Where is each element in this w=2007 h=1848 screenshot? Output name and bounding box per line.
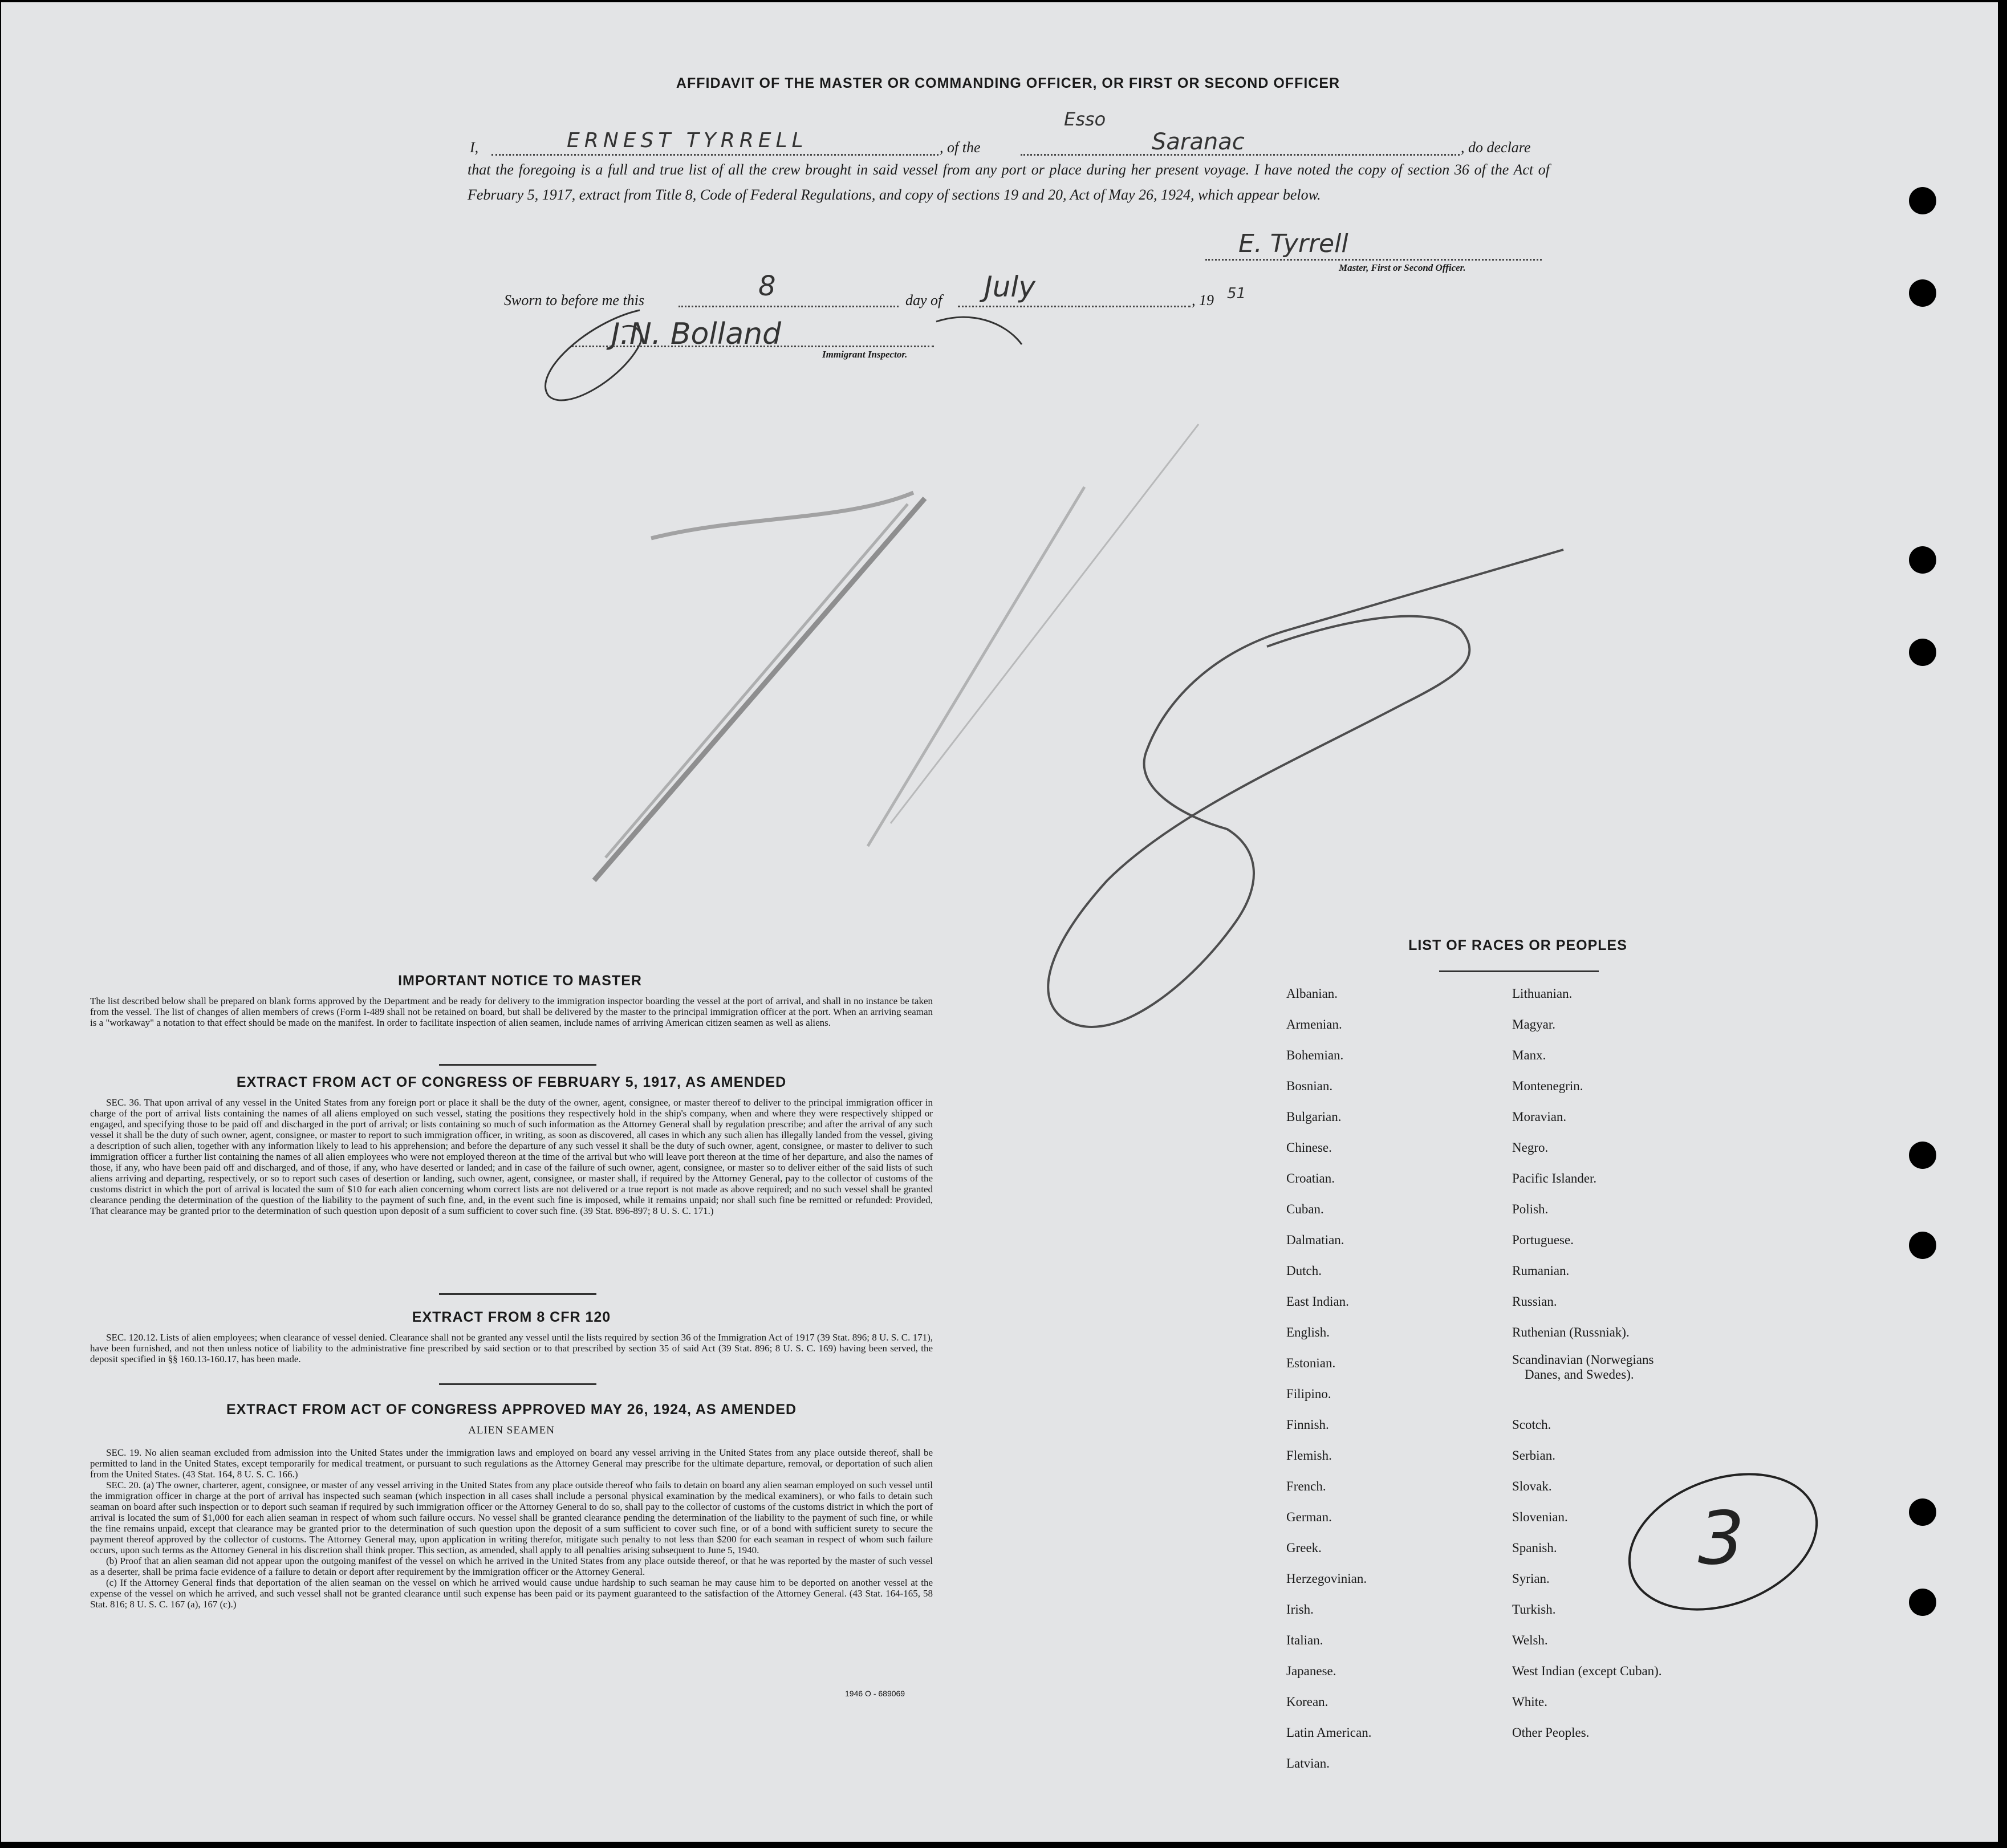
inspector-signature: J.N. Bolland xyxy=(611,317,782,351)
signature-loop xyxy=(546,310,641,400)
race-item: Croatian. xyxy=(1286,1171,1335,1185)
race-item: French. xyxy=(1286,1479,1326,1493)
race-item: East Indian. xyxy=(1286,1294,1349,1309)
race-item: Lithuanian. xyxy=(1512,986,1573,1001)
race-item: Herzegovinian. xyxy=(1286,1571,1367,1586)
race-item: Portuguese. xyxy=(1512,1233,1574,1247)
race-item: Japanese. xyxy=(1286,1664,1336,1678)
extract-1924-subheading: ALIEN SEAMEN xyxy=(468,1424,555,1436)
race-item: Korean. xyxy=(1286,1695,1328,1709)
extract-1917-heading: EXTRACT FROM ACT OF CONGRESS OF FEBRUARY 5, 1917, AS AMENDED xyxy=(236,1074,787,1090)
pencil-stroke xyxy=(651,493,913,538)
day-of-label: day of xyxy=(905,292,942,308)
race-item: Greek. xyxy=(1286,1541,1322,1555)
extract-1924-paragraph: SEC. 19. No alien seaman excluded from admission into the United States under the immigration laws and employed on board any vessel arriving in the United States from any place outside thereof, shall be permitted to land in the United States, except temporarily for medical treatment, or pursuant to such regulations as the Attorney General may prescribe for the ultimate departure, removal, or deportation of such alien from the United States. (43 Stat. 164, 8 U. S. C. 166.) xyxy=(90,1447,933,1480)
pencil-stroke xyxy=(891,424,1198,823)
race-item: Estonian. xyxy=(1286,1356,1336,1370)
extract-1924-body xyxy=(90,1447,933,1610)
race-item: Turkish. xyxy=(1512,1602,1556,1617)
race-item: English. xyxy=(1286,1325,1330,1339)
race-item: Danes, and Swedes). xyxy=(1525,1367,1634,1382)
race-item: Dalmatian. xyxy=(1286,1233,1344,1247)
race-item: Bulgarian. xyxy=(1286,1110,1342,1124)
race-item: Magyar. xyxy=(1512,1017,1556,1031)
race-item: German. xyxy=(1286,1510,1332,1524)
race-item: Irish. xyxy=(1286,1602,1314,1617)
race-item: Montenegrin. xyxy=(1512,1079,1583,1093)
extract-1924-paragraph: SEC. 20. (a) The owner, charterer, agent, consignee, or master of any vessel arriving in the United States from any place outside thereof who fails to detain on board any alien seaman employed on such vessel until the immigration officer in charge at the port of arrival has inspected such seaman (which inspection in all cases shall include a personal physical examination by the medical examiners), or who fails to detain such seaman on board after such inspection or to deport such seaman if required by such immigration officer or the Attorney General to do so, shall pay to the collector of customs of the customs district in which the port of arrival is located the sum of $1,000 for each alien seaman in respect of whom such failure occurs. No vessel shall be granted clearance pending the determination of the liability to the payment of such fine, or while the fine remains unpaid, except that clearance may be granted prior to the determination of such question upon the deposit of a sum sufficient to cover such fine, or of a bond with sufficient surety to secure the payment thereof approved by the collector of customs. The Attorney General may, upon application in writing therefor, mitigate such penalty to not less than $200 for each seaman in respect of whom such failure occurs, upon such terms as the Attorney General in his discretion shall think proper. This section, as amended, shall apply to all penalties arising subsequent to June 5, 1940. xyxy=(90,1480,933,1555)
section-divider xyxy=(1439,970,1599,972)
vessel-prefix: Esso xyxy=(1064,108,1106,130)
do-declare-label: , do declare xyxy=(1461,139,1531,156)
pencil-stroke xyxy=(868,487,1084,846)
race-item: Welsh. xyxy=(1512,1633,1548,1647)
extract-cfr-heading: EXTRACT FROM 8 CFR 120 xyxy=(412,1309,611,1325)
of-the-label: , of the xyxy=(940,139,981,156)
master-name: ERNEST TYRRELL xyxy=(567,129,808,152)
year-prefix: , 19 xyxy=(1192,292,1214,308)
race-item: Moravian. xyxy=(1512,1110,1567,1124)
affidavit-heading: AFFIDAVIT OF THE MASTER OR COMMANDING OFFICER, OR FIRST OR SECOND OFFICER xyxy=(676,75,1340,91)
race-item: West Indian (except Cuban). xyxy=(1512,1664,1662,1678)
vessel-name: Saranac xyxy=(1152,129,1245,155)
extract-1924-heading: EXTRACT FROM ACT OF CONGRESS APPROVED MAY 26, 1924, AS AMENDED xyxy=(226,1402,797,1418)
race-item: Dutch. xyxy=(1286,1264,1322,1278)
race-item: Chinese. xyxy=(1286,1140,1332,1155)
notice-heading: IMPORTANT NOTICE TO MASTER xyxy=(398,973,642,989)
circled-number: 3 xyxy=(1698,1496,1745,1581)
race-item: Russian. xyxy=(1512,1294,1557,1309)
signature-loop xyxy=(936,317,1022,344)
extract-1917-text: SEC. 36. That upon arrival of any vessel in the United States from any foreign port or place it shall be the duty of the owner, agent, consignee, or master thereof to deliver to the principal immigration officer in charge of the port of arrival lists containing the names of all aliens employed on such vessel, stating the positions they respectively hold in the ship's company, when and where they were respectively shipped or engaged, and specifying those to be paid off and discharged in the port of arrival; or lists containing so much of such information as the Attorney General shall by regulation prescribe; and after the arrival of any such vessel it shall be the duty of such owner, agent, consignee, or master to report to such immigration officer, in writing, as soon as discovered, all cases in which any such alien has illegally landed from the vessel, giving a description of such alien, together with any information likely to lead to his apprehension; and before the departure of any such vessel it shall be the duty of such owner, agent, consignee, or master to deliver to such immigration officer a further list containing the names of all alien employees who were not employed thereon at the time of the arrival but who will leave port thereon at the time of her departure, and also the names of those, if any, who have been paid off and discharged, and of those, if any, who have deserted or landed; and in case of the failure of such owner, agent, consignee, or master so to deliver either of the said lists of such aliens arriving and departing, respectively, or so to report such cases of desertion or landing, such owner, agent, consignee, or master shall, if required by the Attorney General, pay to the collector of customs of the customs district in which the port of arrival is located the sum of $10 for each alien concerning whom correct lists are not delivered or a true report is not made as above required; and no such vessel shall be granted clearance pending the determination of the question of the liability to the payment of such fine, and, in the event such fine is imposed, while it remains unpaid; nor shall such fine be remitted or refunded: Provided, That clearance may be granted prior to the determination of such question upon deposit of a sum sufficient to cover such fine. (39 Stat. 896-897; 8 U. S. C. 171.) xyxy=(90,1097,933,1216)
race-item: Latvian. xyxy=(1286,1756,1330,1770)
print-code: 1946 O - 689069 xyxy=(845,1689,905,1698)
race-item: Slovak. xyxy=(1512,1479,1552,1493)
sworn-month: July xyxy=(984,270,1035,303)
race-item: Ruthenian (Russniak). xyxy=(1512,1325,1630,1339)
affidavit-body: that the foregoing is a full and true list of all the crew brought in said vessel from any port or place during her present voyage. I have noted the copy of section 36 of the Act of February 5, 1917, extract from Title 8, Code of Federal Regulations, and copy of sections 19 and 20, Act of May 26, 1924, which appear below. xyxy=(468,161,1550,203)
year-suffix: 51 xyxy=(1227,285,1246,302)
race-item: Bosnian. xyxy=(1286,1079,1333,1093)
race-item: Pacific Islander. xyxy=(1512,1171,1597,1185)
race-item: Cuban. xyxy=(1286,1202,1324,1216)
notice-text: The list described below shall be prepared on blank forms approved by the Department and be ready for delivery to the immigration inspector boarding the vessel at the port of arrival, and shall in no instance be taken from the vessel. The list of changes of alien members of crews (Form I-489 shall not be retained on board, but shall be delivered by the master to the principal immigration officer at the port. When an arriving seaman is a "workaway" a notation to that effect should be made on the manifest. In order to facilitate inspection of alien seamen, include names of arriving American citizen seamen as well as aliens. xyxy=(90,996,933,1028)
race-item: Polish. xyxy=(1512,1202,1549,1216)
section-divider xyxy=(439,1383,596,1385)
pencil-stroke xyxy=(606,504,908,858)
race-item: Flemish. xyxy=(1286,1448,1332,1463)
race-item: Syrian. xyxy=(1512,1571,1550,1586)
extract-1924-paragraph: (b) Proof that an alien seaman did not appear upon the outgoing manifest of the vessel on which he arrived in the United States from any place outside thereof, or that he was reported by the master of such vessel as a deserter, shall be prima facie evidence of a failure to detain or deport after requirement by the immigration officer or the Attorney General. xyxy=(90,1555,933,1577)
race-item: Spanish. xyxy=(1512,1541,1557,1555)
affidavit-i: I, xyxy=(470,139,479,156)
race-item: Bohemian. xyxy=(1286,1048,1344,1062)
race-item: Italian. xyxy=(1286,1633,1323,1647)
extract-cfr-text: SEC. 120.12. Lists of alien employees; when clearance of vessel denied. Clearance shall not be granted any vessel until the lists required by section 36 of the Immigration Act of 1917 (39 Stat. 896; 8 U. S. C. 171), have been furnished, and not then unless notice of liability to the administrative fine prescribed by said section or to that prescribed by section 35 of said Act (39 Stat. 896; 8 U. S. C. 169) having been served, the deposit specified in §§ 160.13-160.17, has been made. xyxy=(90,1332,933,1364)
pencil-stroke xyxy=(1048,550,1563,1027)
race-item: Slovenian. xyxy=(1512,1510,1568,1524)
race-item: Filipino. xyxy=(1286,1387,1331,1401)
sworn-label: Sworn to before me this xyxy=(504,292,645,308)
race-item: Other Peoples. xyxy=(1512,1725,1590,1740)
race-item: Scotch. xyxy=(1512,1418,1551,1432)
race-item: Rumanian. xyxy=(1512,1264,1570,1278)
races-heading: LIST OF RACES OR PEOPLES xyxy=(1408,937,1627,953)
master-signature: E. Tyrrell xyxy=(1238,229,1348,258)
race-item: Serbian. xyxy=(1512,1448,1556,1463)
race-item: Finnish. xyxy=(1286,1418,1329,1432)
race-item: Latin American. xyxy=(1286,1725,1372,1740)
race-item: Armenian. xyxy=(1286,1017,1342,1031)
race-item: Albanian. xyxy=(1286,986,1338,1001)
sworn-day: 8 xyxy=(758,270,776,302)
document-page xyxy=(1,2,1998,1842)
extract-1924-paragraph: (c) If the Attorney General finds that deportation of the alien seaman on the vessel on which he arrived would cause undue hardship to such seaman he may cause him to be deported on another vessel at the expense of the vessel on which he arrived, and such vessel shall not be granted clearance until such expense has been paid or its payment guaranteed to the satisfaction of the Attorney General. (43 Stat. 164-165, 58 Stat. 816; 8 U. S. C. 167 (a), 167 (c).) xyxy=(90,1577,933,1610)
inspector-caption: Immigrant Inspector. xyxy=(822,349,908,360)
race-item: Scandinavian (Norwegians xyxy=(1512,1353,1654,1367)
race-item: Manx. xyxy=(1512,1048,1546,1062)
section-divider xyxy=(439,1293,596,1295)
pencil-stroke xyxy=(594,498,925,880)
race-item: Negro. xyxy=(1512,1140,1549,1155)
section-divider xyxy=(439,1064,596,1066)
master-caption: Master, First or Second Officer. xyxy=(1339,262,1466,273)
race-item: White. xyxy=(1512,1695,1547,1709)
